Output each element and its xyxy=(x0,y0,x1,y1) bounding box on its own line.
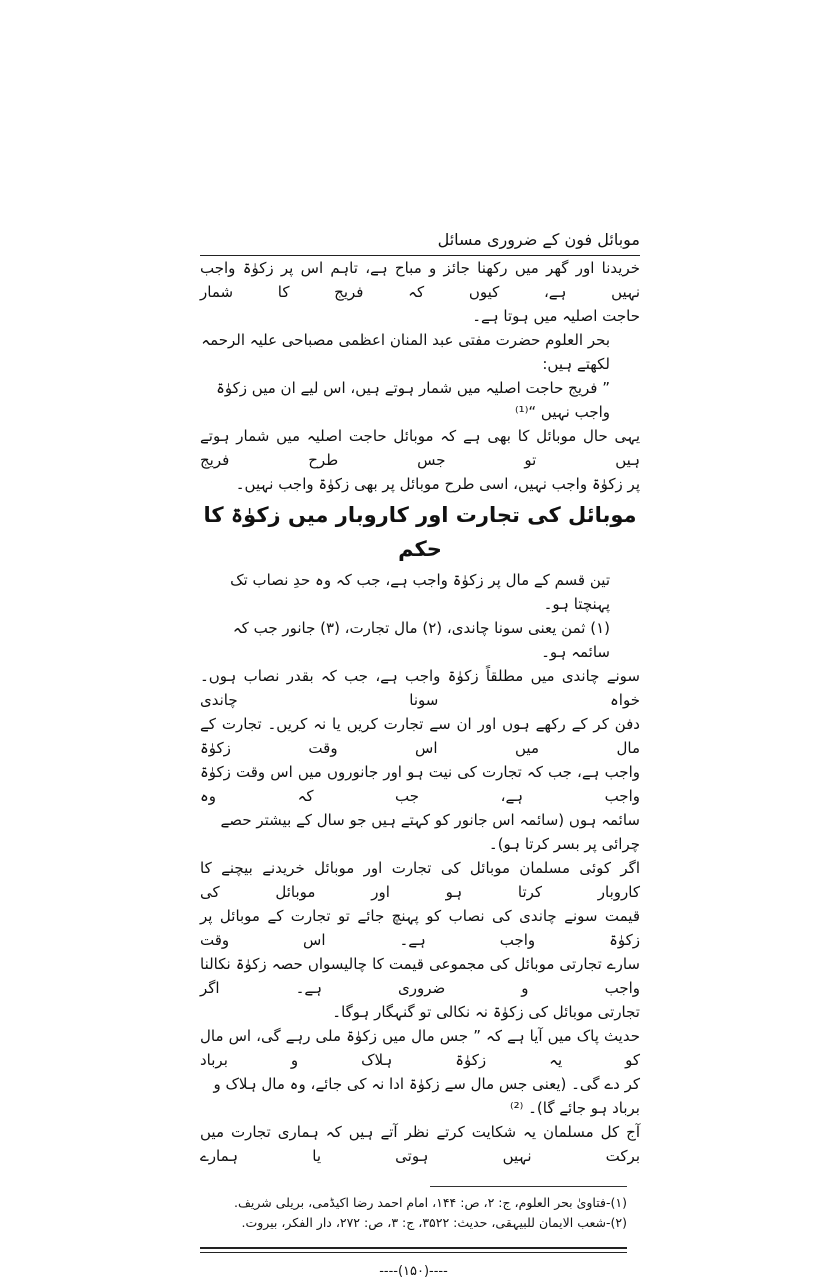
footnote-rule xyxy=(430,1186,627,1187)
body-line: سارے تجارتی موبائل کی مجموعی قیمت کا چالیسواں حصہ زکوٰۃ نکالنا واجب و ضروری ہے۔ اگر xyxy=(200,955,640,997)
body-line: سائمہ ہوں (سائمہ اس جانور کو کہتے ہیں جو سال کے بیشتر حصے چرائی پر بسر کرتا ہو)۔ xyxy=(220,811,640,853)
body-line: اگر کوئی مسلمان موبائل کی تجارت اور موبائل خریدنے بیچنے کا کاروبار کرتا ہو اور موبائل کی xyxy=(200,859,640,901)
section-heading: موبائل کی تجارت اور کاروبار میں زکوٰۃ کا حکم xyxy=(203,503,637,561)
footnotes xyxy=(200,1193,640,1233)
page-content xyxy=(200,228,640,1281)
body-line: یہی حال موبائل کا بھی ہے کہ موبائل حاجت اصلیہ میں شمار ہوتے ہیں تو جس طرح فریج xyxy=(200,427,640,469)
body-line: تجارتی موبائل کی زکوٰۃ نہ نکالی تو گنہگار ہوگا۔ xyxy=(332,1003,640,1021)
body-line: (۱) ثمن یعنی سونا چاندی، (۲) مال تجارت، (۳) جانور جب کہ سائمہ ہو۔ xyxy=(232,619,610,661)
running-header: موبائل فون کے ضروری مسائل xyxy=(200,228,640,256)
body-line: قیمت سونے چاندی کی نصاب کو پہنچ جائے تو تجارت کے موبائل پر زکوٰۃ واجب ہے۔ اس وقت xyxy=(200,907,640,949)
footnote-2: (۲)-شعب الایمان للبیہقی، حدیث: ۳۵۲۲، ج: ۳، ص: ۲۷۲، دار الفکر، بیروت. xyxy=(241,1215,627,1230)
footer-rule xyxy=(200,1247,627,1249)
quote-line: ” فریج حاجت اصلیہ میں شمار ہوتے ہیں، اس لیے ان میں زکوٰۃ واجب نہیں “⁽¹⁾ xyxy=(216,379,610,421)
body-line: حاجت اصلیہ میں ہوتا ہے۔ xyxy=(472,307,640,325)
body-line: آج کل مسلمان یہ شکایت کرتے نظر آتے ہیں کہ ہماری تجارت میں برکت نہیں ہوتی یا ہمارے xyxy=(200,1123,640,1165)
body-line: بحر العلوم حضرت مفتی عبد المنان اعظمی مصباحی علیہ الرحمہ لکھتے ہیں: xyxy=(201,331,610,373)
page-number: ----(۱۵۰)---- xyxy=(379,1264,448,1279)
body-line: واجب ہے، جب کہ تجارت کی نیت ہو اور جانوروں میں اس وقت زکوٰۃ واجب ہے، جب کہ وہ xyxy=(200,763,640,805)
footnote-1: (۱)-فتاویٰ بحر العلوم، ج: ۲، ص: ۱۴۴، امام احمد رضا اکیڈمی، بریلی شریف. xyxy=(234,1195,627,1210)
footer-rule xyxy=(200,1252,627,1253)
body-line: پر زکوٰۃ واجب نہیں، اسی طرح موبائل پر بھی زکوٰۃ واجب نہیں۔ xyxy=(235,475,640,493)
body-line: کر دے گی۔ (یعنی جس مال سے زکوٰۃ ادا نہ کی جائے، وہ مال ہلاک و برباد ہو جائے گا)۔ ⁽²⁾ xyxy=(213,1075,640,1117)
body-line: حدیث پاک میں آیا ہے کہ ” جس مال میں زکوٰۃ ملی رہے گی، اس مال کو یہ زکوٰۃ ہلاک و برباد xyxy=(200,1027,640,1069)
body-line: دفن کر کے رکھے ہوں اور ان سے تجارت کریں یا نہ کریں۔ تجارت کے مال میں اس وقت زکوٰۃ xyxy=(200,715,640,757)
body-line: سونے چاندی میں مطلقاً زکوٰۃ واجب ہے، جب کہ بقدر نصاب ہوں۔ خواہ سونا چاندی xyxy=(200,667,640,709)
body-line: تین قسم کے مال پر زکوٰۃ واجب ہے، جب کہ وہ حدِ نصاب تک پہنچتا ہو۔ xyxy=(230,571,610,613)
body-line: خریدنا اور گھر میں رکھنا جائز و مباح ہے، تاہم اس پر زکوٰۃ واجب نہیں ہے، کیوں کہ فریج کا شمار xyxy=(200,259,640,301)
